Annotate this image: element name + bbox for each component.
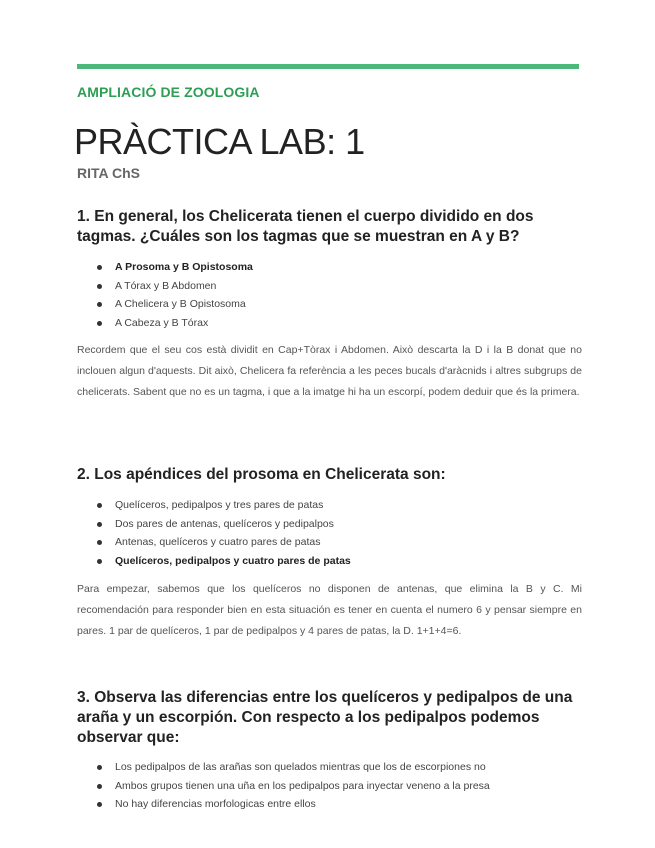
option-2c: Antenas, quelíceros y cuatro pares de patas — [77, 533, 582, 552]
option-2b: Dos pares de antenas, quelíceros y pedipalpos — [77, 515, 582, 534]
option-1d: A Cabeza y B Tórax — [77, 314, 582, 333]
header-accent-bar — [77, 64, 579, 69]
question-3 — [77, 688, 582, 814]
option-3a: Los pedipalpos de las arañas son quelados mientras que los de escorpiones no — [77, 758, 582, 777]
question-2-title: 2. Los apéndices del prosoma en Chelicerata son: — [77, 466, 446, 483]
option-1b: A Tórax y B Abdomen — [77, 277, 582, 296]
option-1c: A Chelicera y B Opistosoma — [77, 295, 582, 314]
question-2 — [77, 465, 582, 642]
question-1-title: 1. En general, los Chelicerata tienen el cuerpo dividido en dos tagmas. ¿Cuáles son los tagmas que se muestran en A y B? — [77, 208, 534, 245]
option-3b: Ambos grupos tienen una uña en los pedipalpos para inyectar veneno a la presa — [77, 777, 582, 796]
option-3c: No hay diferencias morfologicas entre ellos — [77, 795, 582, 814]
question-2-options — [77, 496, 582, 570]
page-title: PRÀCTICA LAB: 1 — [74, 121, 365, 162]
question-1-explanation: Recordem que el seu cos està dividit en Cap+Tòrax i Abdomen. Això descarta la D i la B donat que no inclouen algun d'aquests. Dit això, Chelicera fa referència a les peces bucals d'aràcnids i altres subgrups de chelicerats. Sabent que no es un tagma, i que a la imatge hi ha un escorpí, podem deduir que és la primera. — [77, 344, 582, 398]
question-3-options — [77, 758, 582, 814]
option-2a: Quelíceros, pedipalpos y tres pares de patas — [77, 496, 582, 515]
question-1-options — [77, 258, 582, 332]
author-name: RITA ChS — [77, 165, 140, 181]
question-3-title: 3. Observa las diferencias entre los quelíceros y pedipalpos de una araña y un escorpión. Con respecto a los pedipalpos podemos observar que: — [77, 689, 573, 746]
option-1a: A Prosoma y B Opistosoma — [77, 258, 582, 277]
question-1 — [77, 207, 582, 403]
option-2d: Quelíceros, pedipalpos y cuatro pares de patas — [77, 552, 582, 571]
question-2-explanation: Para empezar, sabemos que los quelíceros no disponen de antenas, que elimina la B y C. Mi recomendación para responder bien en esta situación es tener en cuenta el numero 6 y pensar siempre en pares. 1 par de quelíceros, 1 par de pedipalpos y 4 pares de patas, la D. 1+1+4=6. — [77, 583, 582, 637]
subject-heading: AMPLIACIÓ DE ZOOLOGIA — [77, 84, 260, 100]
